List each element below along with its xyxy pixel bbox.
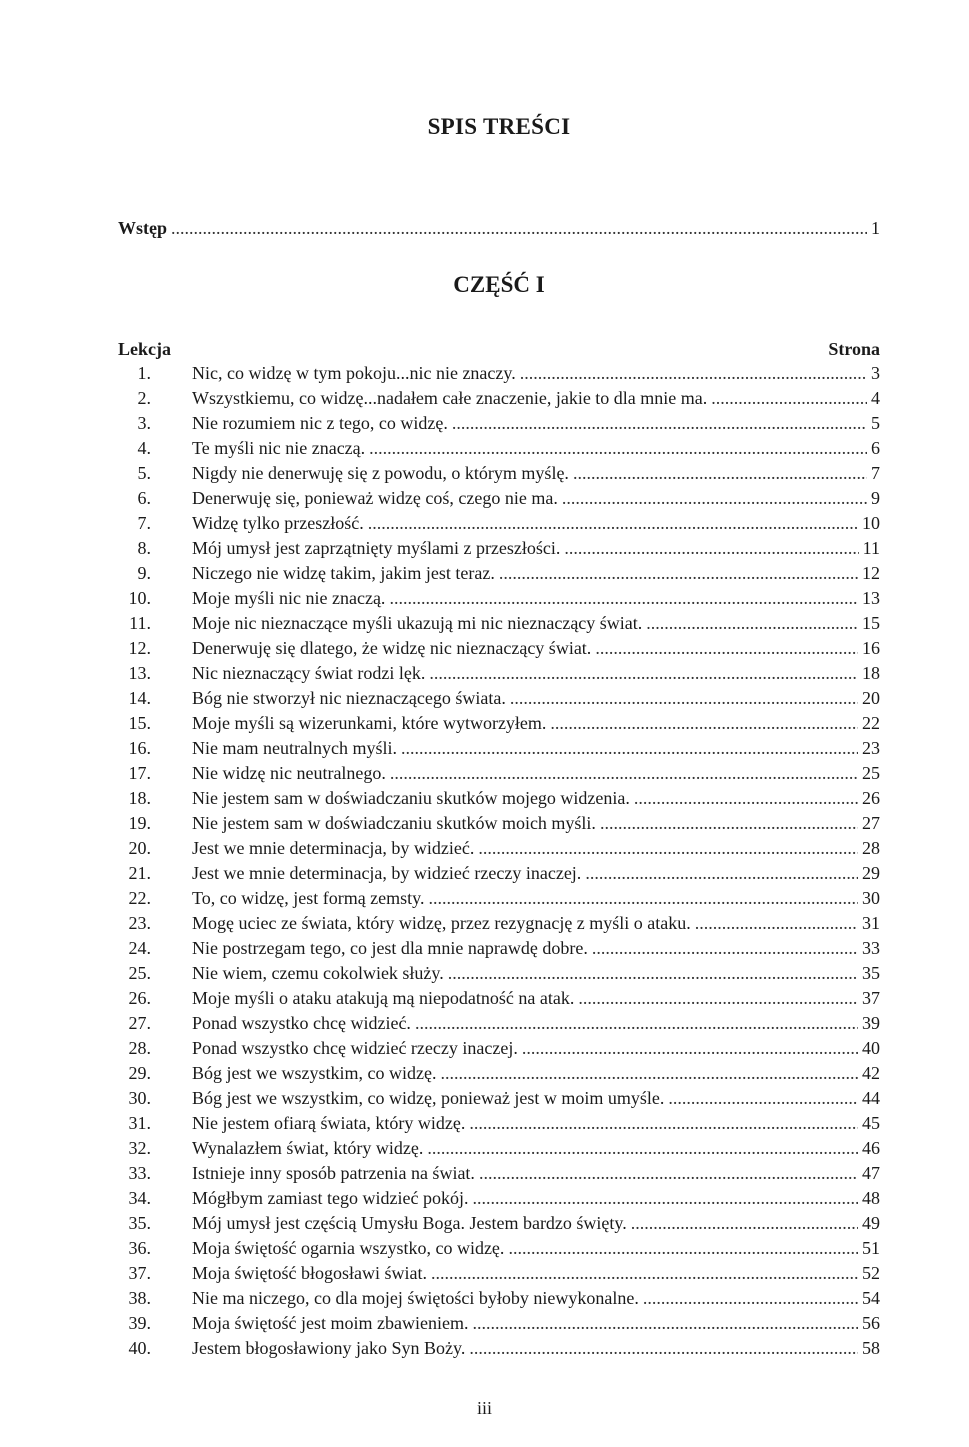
intro-entry bbox=[118, 216, 880, 241]
lesson-title: Nie ma niczego, co dla mojej świętości byłoby niewykonalne. bbox=[192, 1288, 639, 1308]
lesson-page-number: 22 bbox=[862, 713, 880, 733]
column-headers bbox=[118, 337, 880, 361]
leader-dots bbox=[431, 1261, 858, 1286]
lesson-page-number: 42 bbox=[862, 1063, 880, 1083]
leader-dots bbox=[171, 216, 867, 241]
lesson-number: 9. bbox=[137, 563, 151, 583]
lesson-number: 35. bbox=[128, 1213, 151, 1233]
lesson-number: 19. bbox=[128, 813, 151, 833]
toc-entry bbox=[118, 1186, 880, 1211]
leader-dots bbox=[646, 611, 858, 636]
lesson-page-number: 28 bbox=[862, 838, 880, 858]
column-header-lesson: Lekcja bbox=[118, 339, 171, 359]
lesson-number: 21. bbox=[128, 863, 151, 883]
toc-entry bbox=[118, 1036, 880, 1061]
lesson-number: 15. bbox=[128, 713, 151, 733]
lesson-page-number: 30 bbox=[862, 888, 880, 908]
lesson-number: 22. bbox=[128, 888, 151, 908]
leader-dots bbox=[440, 1061, 858, 1086]
lesson-number: 38. bbox=[128, 1288, 151, 1308]
toc-entry bbox=[118, 1311, 880, 1336]
toc-entry bbox=[118, 1136, 880, 1161]
lesson-title: Nic nieznaczący świat rodzi lęk. bbox=[192, 663, 426, 683]
lesson-page-number: 25 bbox=[862, 763, 880, 783]
lesson-title: Moje nic nieznaczące myśli ukazują mi nic nieznaczący świat. bbox=[192, 613, 643, 633]
lesson-number: 36. bbox=[128, 1238, 151, 1258]
lesson-page-number: 3 bbox=[871, 363, 880, 383]
toc-entry bbox=[118, 586, 880, 611]
lesson-number: 28. bbox=[128, 1038, 151, 1058]
lesson-page-number: 35 bbox=[862, 963, 880, 983]
lesson-page-number: 45 bbox=[862, 1113, 880, 1133]
lesson-page-number: 18 bbox=[862, 663, 880, 683]
lesson-page-number: 31 bbox=[862, 913, 880, 933]
lesson-number: 24. bbox=[128, 938, 151, 958]
lesson-number: 37. bbox=[128, 1263, 151, 1283]
lesson-page-number: 13 bbox=[862, 588, 880, 608]
toc-entry bbox=[118, 461, 880, 486]
toc-entry bbox=[118, 886, 880, 911]
toc-entry bbox=[118, 1211, 880, 1236]
lesson-number: 12. bbox=[128, 638, 151, 658]
toc-entry bbox=[118, 1261, 880, 1286]
toc-entry bbox=[118, 861, 880, 886]
lesson-number: 23. bbox=[128, 913, 151, 933]
page-folio: iii bbox=[476, 1398, 492, 1418]
lesson-number: 14. bbox=[128, 688, 151, 708]
lesson-page-number: 16 bbox=[862, 638, 880, 658]
toc-entry bbox=[118, 361, 880, 386]
lesson-title: Nie jestem sam w doświadczaniu skutków moich myśli. bbox=[192, 813, 596, 833]
lesson-title: Bóg jest we wszystkim, co widzę. bbox=[192, 1063, 437, 1083]
leader-dots bbox=[508, 1236, 858, 1261]
toc-entry bbox=[118, 561, 880, 586]
toc-entry bbox=[118, 711, 880, 736]
lesson-number: 11. bbox=[129, 613, 151, 633]
toc-entry bbox=[118, 386, 880, 411]
lesson-title: Bóg jest we wszystkim, co widzę, ponieważ jest w moim umyśle. bbox=[192, 1088, 665, 1108]
lesson-page-number: 33 bbox=[862, 938, 880, 958]
leader-dots bbox=[429, 886, 859, 911]
lesson-title: Mój umysł jest częścią Umysłu Boga. Jestem bardzo święty. bbox=[192, 1213, 627, 1233]
lesson-number: 4. bbox=[137, 438, 151, 458]
lesson-title: Jestem błogosławiony jako Syn Boży. bbox=[192, 1338, 466, 1358]
lesson-page-number: 52 bbox=[862, 1263, 880, 1283]
leader-dots bbox=[573, 461, 867, 486]
toc-entry bbox=[118, 1111, 880, 1136]
lesson-page-number: 11 bbox=[862, 538, 880, 558]
leader-dots bbox=[668, 1086, 858, 1111]
lesson-number: 40. bbox=[128, 1338, 151, 1358]
lesson-title: Moja świętość jest moim zbawieniem. bbox=[192, 1313, 469, 1333]
lesson-page-number: 51 bbox=[862, 1238, 880, 1258]
leader-dots bbox=[472, 1311, 858, 1336]
toc-entry bbox=[118, 1161, 880, 1186]
lesson-title: Bóg nie stworzył nic nieznaczącego świata. bbox=[192, 688, 506, 708]
toc-entry bbox=[118, 611, 880, 636]
lesson-page-number: 20 bbox=[862, 688, 880, 708]
toc-entry bbox=[118, 736, 880, 761]
lesson-number: 32. bbox=[128, 1138, 151, 1158]
lesson-number: 2. bbox=[137, 388, 151, 408]
toc-entry bbox=[118, 1011, 880, 1036]
leader-dots bbox=[585, 861, 858, 886]
lesson-page-number: 40 bbox=[862, 1038, 880, 1058]
lesson-title: Mogę uciec ze świata, który widzę, przez rezygnację z myśli o ataku. bbox=[192, 913, 691, 933]
lesson-title: Wynalazłem świat, który widzę. bbox=[192, 1138, 424, 1158]
lesson-title: Te myśli nic nie znaczą. bbox=[192, 438, 366, 458]
lesson-page-number: 6 bbox=[871, 438, 880, 458]
lesson-title: Nic, co widzę w tym pokoju...nic nie znaczy. bbox=[192, 363, 516, 383]
leader-dots bbox=[472, 1186, 858, 1211]
lesson-page-number: 39 bbox=[862, 1013, 880, 1033]
toc-entry bbox=[118, 1061, 880, 1086]
leader-dots bbox=[452, 411, 867, 436]
lesson-page-number: 7 bbox=[871, 463, 880, 483]
lesson-title: Nie rozumiem nic z tego, co widzę. bbox=[192, 413, 448, 433]
leader-dots bbox=[643, 1286, 858, 1311]
toc-entry bbox=[118, 1336, 880, 1361]
lesson-page-number: 48 bbox=[862, 1188, 880, 1208]
lesson-number: 7. bbox=[137, 513, 151, 533]
lesson-title: Niczego nie widzę takim, jakim jest teraz. bbox=[192, 563, 495, 583]
toc-entry bbox=[118, 936, 880, 961]
lesson-page-number: 46 bbox=[862, 1138, 880, 1158]
leader-dots bbox=[522, 1036, 858, 1061]
lesson-page-number: 37 bbox=[862, 988, 880, 1008]
leader-dots bbox=[448, 961, 858, 986]
lesson-title: Ponad wszystko chcę widzieć rzeczy inaczej. bbox=[192, 1038, 518, 1058]
lesson-number: 6. bbox=[137, 488, 151, 508]
lesson-page-number: 56 bbox=[862, 1313, 880, 1333]
lesson-title: Nie jestem ofiarą świata, który widzę. bbox=[192, 1113, 466, 1133]
lesson-page-number: 15 bbox=[862, 613, 880, 633]
lesson-number: 33. bbox=[128, 1163, 151, 1183]
toc-entry bbox=[118, 811, 880, 836]
lesson-title: Moje myśli nic nie znaczą. bbox=[192, 588, 386, 608]
lesson-number: 8. bbox=[137, 538, 151, 558]
column-header-page: Strona bbox=[828, 339, 880, 359]
lesson-number: 39. bbox=[128, 1313, 151, 1333]
leader-dots bbox=[478, 836, 858, 861]
lesson-title: Mógłbym zamiast tego widzieć pokój. bbox=[192, 1188, 469, 1208]
leader-dots bbox=[469, 1111, 858, 1136]
lesson-title: Denerwuję się, ponieważ widzę coś, czego nie ma. bbox=[192, 488, 558, 508]
lesson-number: 1. bbox=[137, 363, 151, 383]
page-title: SPIS TREŚCI bbox=[427, 114, 571, 139]
toc-entry bbox=[118, 661, 880, 686]
lesson-page-number: 54 bbox=[862, 1288, 880, 1308]
lesson-title: Moja świętość błogosławi świat. bbox=[192, 1263, 427, 1283]
lesson-title: Nigdy nie denerwuję się z powodu, o którym myślę. bbox=[192, 463, 569, 483]
lesson-number: 29. bbox=[128, 1063, 151, 1083]
lesson-number: 18. bbox=[128, 788, 151, 808]
lesson-title: Denerwuję się dlatego, że widzę nic nieznaczący świat. bbox=[192, 638, 592, 658]
leader-dots bbox=[562, 486, 867, 511]
lesson-page-number: 27 bbox=[862, 813, 880, 833]
lesson-title: Jest we mnie determinacja, by widzieć. bbox=[192, 838, 475, 858]
leader-dots bbox=[429, 661, 858, 686]
lesson-page-number: 26 bbox=[862, 788, 880, 808]
lesson-title: Nie mam neutralnych myśli. bbox=[192, 738, 397, 758]
toc-entry bbox=[118, 961, 880, 986]
lesson-number: 34. bbox=[128, 1188, 151, 1208]
leader-dots bbox=[600, 811, 858, 836]
lesson-title: Wszystkiemu, co widzę...nadałem całe znaczenie, jakie to dla mnie ma. bbox=[192, 388, 708, 408]
part-heading: CZĘŚĆ I bbox=[453, 272, 545, 297]
leader-dots bbox=[479, 1161, 858, 1186]
lesson-page-number: 5 bbox=[871, 413, 880, 433]
toc-entry bbox=[118, 1286, 880, 1311]
leader-dots bbox=[592, 936, 858, 961]
lesson-number: 17. bbox=[128, 763, 151, 783]
toc-entry bbox=[118, 761, 880, 786]
lesson-number: 20. bbox=[128, 838, 151, 858]
leader-dots bbox=[427, 1136, 858, 1161]
toc-entry bbox=[118, 486, 880, 511]
lesson-page-number: 49 bbox=[862, 1213, 880, 1233]
lesson-page-number: 47 bbox=[862, 1163, 880, 1183]
toc-entry bbox=[118, 836, 880, 861]
leader-dots bbox=[499, 561, 858, 586]
lesson-page-number: 10 bbox=[862, 513, 880, 533]
lesson-title: Ponad wszystko chcę widzieć. bbox=[192, 1013, 411, 1033]
lesson-page-number: 4 bbox=[871, 388, 880, 408]
lesson-title: Istnieje inny sposób patrzenia na świat. bbox=[192, 1163, 475, 1183]
lesson-number: 5. bbox=[137, 463, 151, 483]
toc-entry bbox=[118, 786, 880, 811]
leader-dots bbox=[415, 1011, 858, 1036]
lesson-title: Moje myśli są wizerunkami, które wytworzyłem. bbox=[192, 713, 547, 733]
leader-dots bbox=[550, 711, 858, 736]
leader-dots bbox=[510, 686, 858, 711]
lesson-title: Moja świętość ogarnia wszystko, co widzę. bbox=[192, 1238, 505, 1258]
toc-entry bbox=[118, 1236, 880, 1261]
lesson-title: Moje myśli o ataku atakują mą niepodatność na atak. bbox=[192, 988, 575, 1008]
lesson-page-number: 58 bbox=[862, 1338, 880, 1358]
lesson-number: 31. bbox=[128, 1113, 151, 1133]
leader-dots bbox=[469, 1336, 858, 1361]
leader-dots bbox=[595, 636, 858, 661]
lesson-list bbox=[118, 361, 880, 1361]
leader-dots bbox=[634, 786, 858, 811]
lesson-title: Nie postrzegam tego, co jest dla mnie naprawdę dobre. bbox=[192, 938, 588, 958]
toc-entry bbox=[118, 636, 880, 661]
lesson-title: Jest we mnie determinacja, by widzieć rzeczy inaczej. bbox=[192, 863, 582, 883]
lesson-number: 26. bbox=[128, 988, 151, 1008]
lesson-title: Mój umysł jest zaprzątnięty myślami z przeszłości. bbox=[192, 538, 561, 558]
lesson-title: Nie widzę nic neutralnego. bbox=[192, 763, 386, 783]
toc-entry bbox=[118, 686, 880, 711]
lesson-page-number: 44 bbox=[862, 1088, 880, 1108]
lesson-number: 3. bbox=[137, 413, 151, 433]
lesson-number: 10. bbox=[128, 588, 151, 608]
lesson-number: 27. bbox=[128, 1013, 151, 1033]
toc-entry bbox=[118, 1086, 880, 1111]
lesson-page-number: 9 bbox=[871, 488, 880, 508]
lesson-page-number: 23 bbox=[862, 738, 880, 758]
leader-dots bbox=[578, 986, 858, 1011]
leader-dots bbox=[368, 511, 858, 536]
leader-dots bbox=[401, 736, 858, 761]
toc-entry bbox=[118, 436, 880, 461]
leader-dots bbox=[369, 436, 867, 461]
toc-entry bbox=[118, 511, 880, 536]
lesson-number: 16. bbox=[128, 738, 151, 758]
leader-dots bbox=[695, 911, 858, 936]
intro-page-number: 1 bbox=[871, 218, 880, 238]
toc-entry bbox=[118, 911, 880, 936]
lesson-page-number: 29 bbox=[862, 863, 880, 883]
lesson-title: To, co widzę, jest formą zemsty. bbox=[192, 888, 425, 908]
toc-entry bbox=[118, 536, 880, 561]
lesson-number: 30. bbox=[128, 1088, 151, 1108]
lesson-title: Nie jestem sam w doświadczaniu skutków mojego widzenia. bbox=[192, 788, 630, 808]
leader-dots bbox=[520, 361, 867, 386]
leader-dots bbox=[631, 1211, 858, 1236]
leader-dots bbox=[390, 761, 858, 786]
lesson-title: Widzę tylko przeszłość. bbox=[192, 513, 364, 533]
leader-dots bbox=[564, 536, 858, 561]
lesson-number: 13. bbox=[128, 663, 151, 683]
leader-dots bbox=[711, 386, 867, 411]
toc-entry bbox=[118, 411, 880, 436]
leader-dots bbox=[389, 586, 858, 611]
lesson-page-number: 12 bbox=[862, 563, 880, 583]
lesson-title: Nie wiem, czemu cokolwiek służy. bbox=[192, 963, 444, 983]
toc-entry bbox=[118, 986, 880, 1011]
lesson-number: 25. bbox=[128, 963, 151, 983]
intro-label: Wstęp bbox=[118, 218, 167, 238]
